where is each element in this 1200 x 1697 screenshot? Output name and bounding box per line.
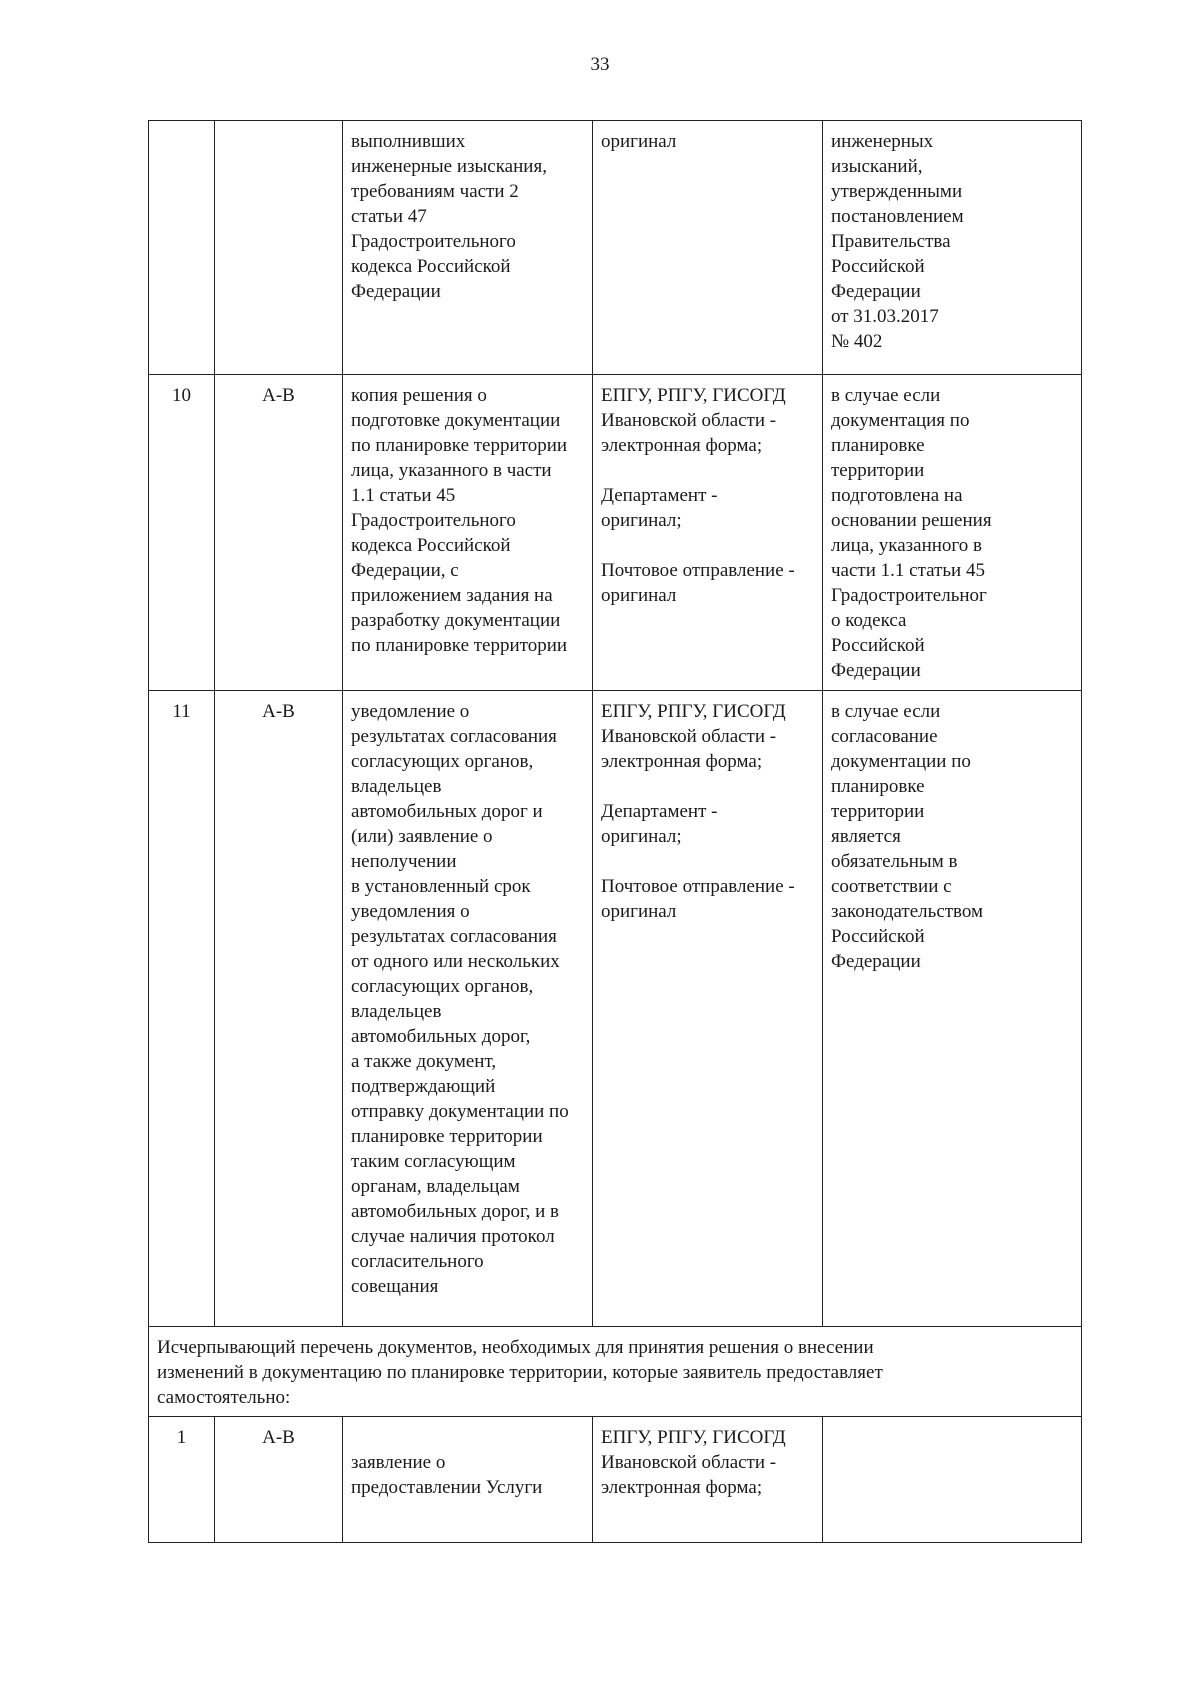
text-line: совещания xyxy=(351,1276,439,1297)
text-line: электронная форма; xyxy=(601,1477,763,1498)
table-row xyxy=(149,375,1082,691)
text-line: планировке территории xyxy=(351,1126,543,1147)
text-line: лица, указанного в xyxy=(831,535,982,556)
text-line: копия решения о xyxy=(351,385,487,406)
text-line: Федерации, с xyxy=(351,560,459,581)
text-line: части 1.1 статьи 45 xyxy=(831,560,985,581)
document-cell xyxy=(343,1417,593,1543)
text-line: случае наличия протокол xyxy=(351,1226,555,1247)
line-gap xyxy=(351,1425,584,1450)
line-gap xyxy=(601,849,814,874)
text-line: кодекса Российской xyxy=(351,256,511,277)
text-line: Федерации xyxy=(831,951,921,972)
text-line: Федерации xyxy=(831,281,921,302)
source-cell xyxy=(593,375,823,691)
text-line: электронная форма; xyxy=(601,751,763,772)
text-line: оригинал xyxy=(601,131,677,152)
text-line: разработку документации xyxy=(351,610,561,631)
text-line: органам, владельцам xyxy=(351,1176,520,1197)
line-gap xyxy=(601,533,814,558)
text-line: ЕПГУ, РПГУ, ГИСОГД xyxy=(601,701,786,722)
line-gap xyxy=(601,458,814,483)
text-line: владельцев xyxy=(351,776,442,797)
table-row xyxy=(149,1417,1082,1543)
text-line: законодательством xyxy=(831,901,984,922)
text-line: выполнивших xyxy=(351,131,466,152)
row-code: А-В xyxy=(215,375,343,691)
text-line: планировке xyxy=(831,776,925,797)
text-line: лица, указанного в части xyxy=(351,460,552,481)
text-line: согласующих органов, xyxy=(351,976,534,997)
text-line: результатах согласования xyxy=(351,926,557,947)
text-line: оригинал xyxy=(601,585,677,606)
text-line: неполучении xyxy=(351,851,457,872)
text-line: результатах согласования xyxy=(351,726,557,747)
source-cell xyxy=(593,691,823,1327)
text-line: обязательным в xyxy=(831,851,958,872)
text-line: оригинал; xyxy=(601,510,682,531)
text-line: утвержденными xyxy=(831,181,963,202)
text-line: ЕПГУ, РПГУ, ГИСОГД xyxy=(601,385,786,406)
text-line: изменений в документацию по планировке территории, которые заявитель предоставляет xyxy=(157,1362,883,1383)
text-line: а также документ, xyxy=(351,1051,497,1072)
text-line: Почтовое отправление - xyxy=(601,560,795,581)
text-line: таким согласующим xyxy=(351,1151,516,1172)
text-line: согласительного xyxy=(351,1251,484,1272)
section-heading-row xyxy=(149,1327,1082,1417)
text-line: территории xyxy=(831,460,925,481)
text-line: ЕПГУ, РПГУ, ГИСОГД xyxy=(601,1427,786,1448)
document-cell xyxy=(343,375,593,691)
text-line: приложением задания на xyxy=(351,585,553,606)
text-line: Ивановской области - xyxy=(601,1452,777,1473)
text-line: Российской xyxy=(831,926,925,947)
text-line: (или) заявление о xyxy=(351,826,493,847)
text-line: № 402 xyxy=(831,331,883,352)
text-line: уведомления о xyxy=(351,901,470,922)
text-line: Федерации xyxy=(351,281,441,302)
text-line: основании решения xyxy=(831,510,992,531)
condition-cell xyxy=(823,375,1082,691)
text-line: требованиям части 2 xyxy=(351,181,519,202)
text-line: Градостроительного xyxy=(351,510,516,531)
condition-cell xyxy=(823,691,1082,1327)
text-line: Российской xyxy=(831,635,925,656)
table-row xyxy=(149,691,1082,1327)
text-line: Почтовое отправление - xyxy=(601,876,795,897)
text-line: согласование xyxy=(831,726,938,747)
text-line: документация по xyxy=(831,410,970,431)
row-number: 10 xyxy=(149,375,215,691)
text-line: оригинал; xyxy=(601,826,682,847)
text-line: Ивановской области - xyxy=(601,726,777,747)
text-line: самостоятельно: xyxy=(157,1387,291,1408)
text-line: Федерации xyxy=(831,660,921,681)
condition-cell xyxy=(823,121,1082,375)
condition-cell xyxy=(823,1417,1082,1543)
text-line: постановлением xyxy=(831,206,964,227)
text-line: инженерных xyxy=(831,131,934,152)
source-cell xyxy=(593,1417,823,1543)
row-code: А-В xyxy=(215,1417,343,1543)
text-line: Исчерпывающий перечень документов, необходимых для принятия решения о внесении xyxy=(157,1337,874,1358)
text-line: по планировке территории xyxy=(351,435,568,456)
text-line: Правительства xyxy=(831,231,951,252)
text-line: от одного или нескольких xyxy=(351,951,560,972)
text-line: 1.1 статьи 45 xyxy=(351,485,456,506)
row-code xyxy=(215,121,343,375)
text-line: Департамент - xyxy=(601,801,718,822)
text-line: владельцев xyxy=(351,1001,442,1022)
text-line: инженерные изыскания, xyxy=(351,156,547,177)
text-line: Российской xyxy=(831,256,925,277)
text-line: изысканий, xyxy=(831,156,923,177)
text-line: по планировке территории xyxy=(351,635,568,656)
document-cell xyxy=(343,121,593,375)
text-line: предоставлении Услуги xyxy=(351,1477,543,1498)
text-line: является xyxy=(831,826,901,847)
table-row xyxy=(149,121,1082,375)
text-line: территории xyxy=(831,801,925,822)
row-number xyxy=(149,121,215,375)
text-line: автомобильных дорог, и в xyxy=(351,1201,560,1222)
text-line: о кодекса xyxy=(831,610,907,631)
text-line: отправку документации по xyxy=(351,1101,569,1122)
text-line: автомобильных дорог и xyxy=(351,801,543,822)
row-number: 11 xyxy=(149,691,215,1327)
section-heading xyxy=(149,1327,1082,1417)
text-line: подготовлена на xyxy=(831,485,963,506)
text-line: соответствии с xyxy=(831,876,952,897)
page-number: 33 xyxy=(590,54,610,75)
row-number: 1 xyxy=(149,1417,215,1543)
document-cell xyxy=(343,691,593,1327)
text-line: Ивановской области - xyxy=(601,410,777,431)
text-line: в случае если xyxy=(831,701,941,722)
text-line: кодекса Российской xyxy=(351,535,511,556)
text-line: планировке xyxy=(831,435,925,456)
text-line: от 31.03.2017 xyxy=(831,306,939,327)
text-line: статьи 47 xyxy=(351,206,427,227)
text-line: подтверждающий xyxy=(351,1076,496,1097)
text-line: Градостроительного xyxy=(351,231,516,252)
text-line: электронная форма; xyxy=(601,435,763,456)
text-line: документации по xyxy=(831,751,971,772)
line-gap xyxy=(601,774,814,799)
text-line: подготовке документации xyxy=(351,410,561,431)
text-line: в случае если xyxy=(831,385,941,406)
text-line: в установленный срок xyxy=(351,876,531,897)
text-line: автомобильных дорог, xyxy=(351,1026,531,1047)
text-line: Департамент - xyxy=(601,485,718,506)
text-line: оригинал xyxy=(601,901,677,922)
text-line: уведомление о xyxy=(351,701,470,722)
source-cell xyxy=(593,121,823,375)
text-line: заявление о xyxy=(351,1452,446,1473)
documents-table xyxy=(148,120,1082,1543)
row-code: А-В xyxy=(215,691,343,1327)
text-line: Градостроительног xyxy=(831,585,987,606)
text-line: согласующих органов, xyxy=(351,751,534,772)
